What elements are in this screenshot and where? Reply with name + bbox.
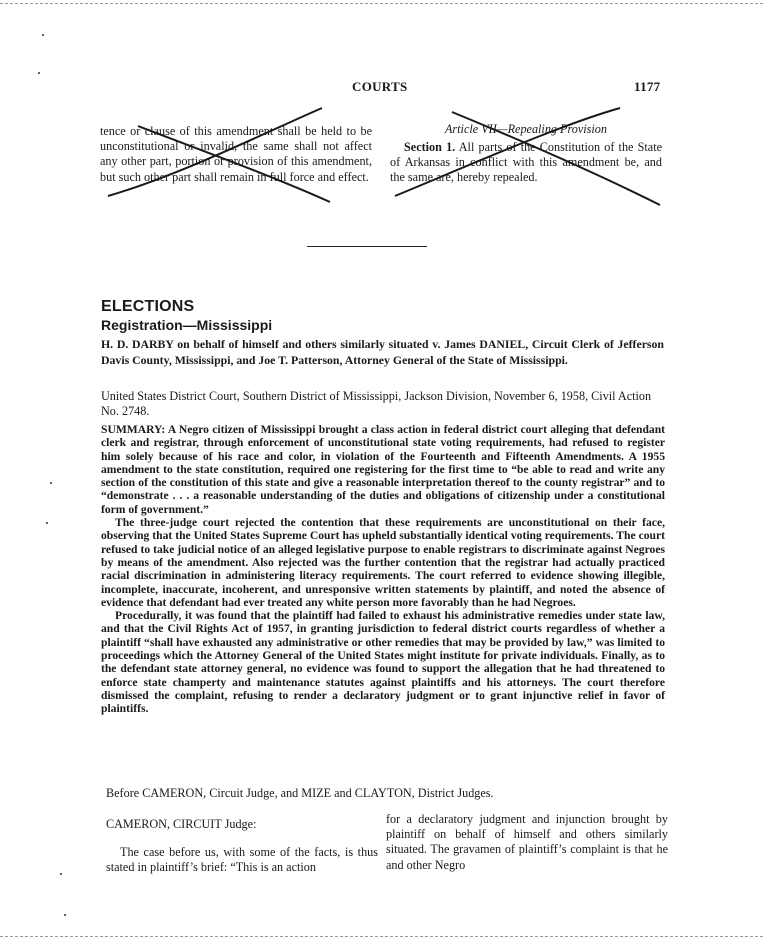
summary-paragraph: Procedurally, it was found that the plaintiff had failed to exhaust his administrative remedies under state law, and that the Civil Rights Act of 1957, in granting jurisdiction to federal district courts regardless of whether a plaintiff “shall have exhausted any administrative or other remedies that may be provided by law,” was limited to proceedings which the Attorney General of the United States might institute for private individuals. Finally, as to the defendant state attorney general, no evidence was found to support the allegation that he had threatened to enforce state champerty and maintenance statutes against plaintiffs and his attorneys. The court therefore dismissed the complaint, refusing to render a declaratory judgment or to grant injunctive relief in favor of plaintiffs. [101, 609, 665, 716]
case-caption: H. D. DARBY on behalf of himself and others similarly situated v. James DANIEL, Circuit Clerk of Jefferson Davis County, Mississippi, and Joe T. Patterson, Attorney General of the State of Mississippi. [101, 337, 664, 367]
prev-article-left-column: tence or clause of this amendment shall be held to be unconstitutional or invalid, the same shall not affect any other part, portion or provision of this amendment, but such other part shall remain in full force and effect. [100, 124, 372, 184]
section-label: Section 1. [404, 140, 456, 154]
section-text: All parts of the Constitution of the State of Arkansas in conflict with this amendment be, and the same are, hereby repealed. [390, 140, 662, 185]
summary-paragraph: SUMMARY: A Negro citizen of Mississippi brought a class action in federal district court alleging that defendant clerk and registrar, through enforcement of unconstitutional state voting requirements, had refused to register him solely because of his race and color, in violation of the Fourteenth and Fifteenth Amendments. A 1955 amendment to the state constitution, required one registering for the first time to “be able to read and write any section of the constitution of this state and give a reasonable interpretation thereof to the county registrar” and to “demonstrate . . . a reasonable understanding of the duties and obligations of citizenship under a constitutional form of government.” [101, 423, 665, 516]
subsection-title: Registration—Mississippi [101, 317, 273, 333]
opinion-author: CAMERON, CIRCUIT Judge: [106, 817, 257, 831]
summary-paragraph: The three-judge court rejected the contention that these requirements are unconstitutional on their face, observing that the United States Supreme Court has upheld substantially identical voting requirements. The court refused to take judicial notice of an alleged legislative purpose to enable registrars to discriminate against Negroes by means of the amendment. Also rejected was the further contention that the registrar had actually practiced racial discrimination in administering literacy requirements. The court referred to evidence showing illegible, incomplete, inaccurate, incoherent, and unresponsive written statements by plaintiff, and noted the absence of evidence that defendant had ever treated any white person more favorably than he had Negroes. [101, 516, 665, 609]
judges-panel: Before CAMERON, Circuit Judge, and MIZE and CLAYTON, District Judges. [106, 786, 494, 800]
opinion-left-column: The case before us, with some of the facts, is thus stated in plaintiff’s brief: “This is an action [106, 845, 378, 875]
article-heading: Article VII—Repealing Provision [444, 122, 607, 136]
section-title: ELECTIONS [101, 298, 195, 315]
page-number: 1177 [634, 79, 661, 94]
strikethrough-right [395, 108, 620, 196]
strikethrough-left [138, 126, 330, 202]
opinion-right-column: for a declaratory judgment and injunction brought by plaintiff on behalf of himself and others similarly situated. The gravamen of plaintiff’s complaint is that he and other Negro [386, 812, 668, 872]
case-summary [101, 423, 665, 716]
strikethrough-left [108, 108, 322, 196]
section-separator [307, 246, 427, 247]
court-info: United States District Court, Southern District of Mississippi, Jackson Division, November 6, 1958, Civil Action No. 2748. [101, 389, 652, 418]
running-head: COURTS [352, 79, 408, 94]
summary-label: SUMMARY: [101, 423, 166, 436]
